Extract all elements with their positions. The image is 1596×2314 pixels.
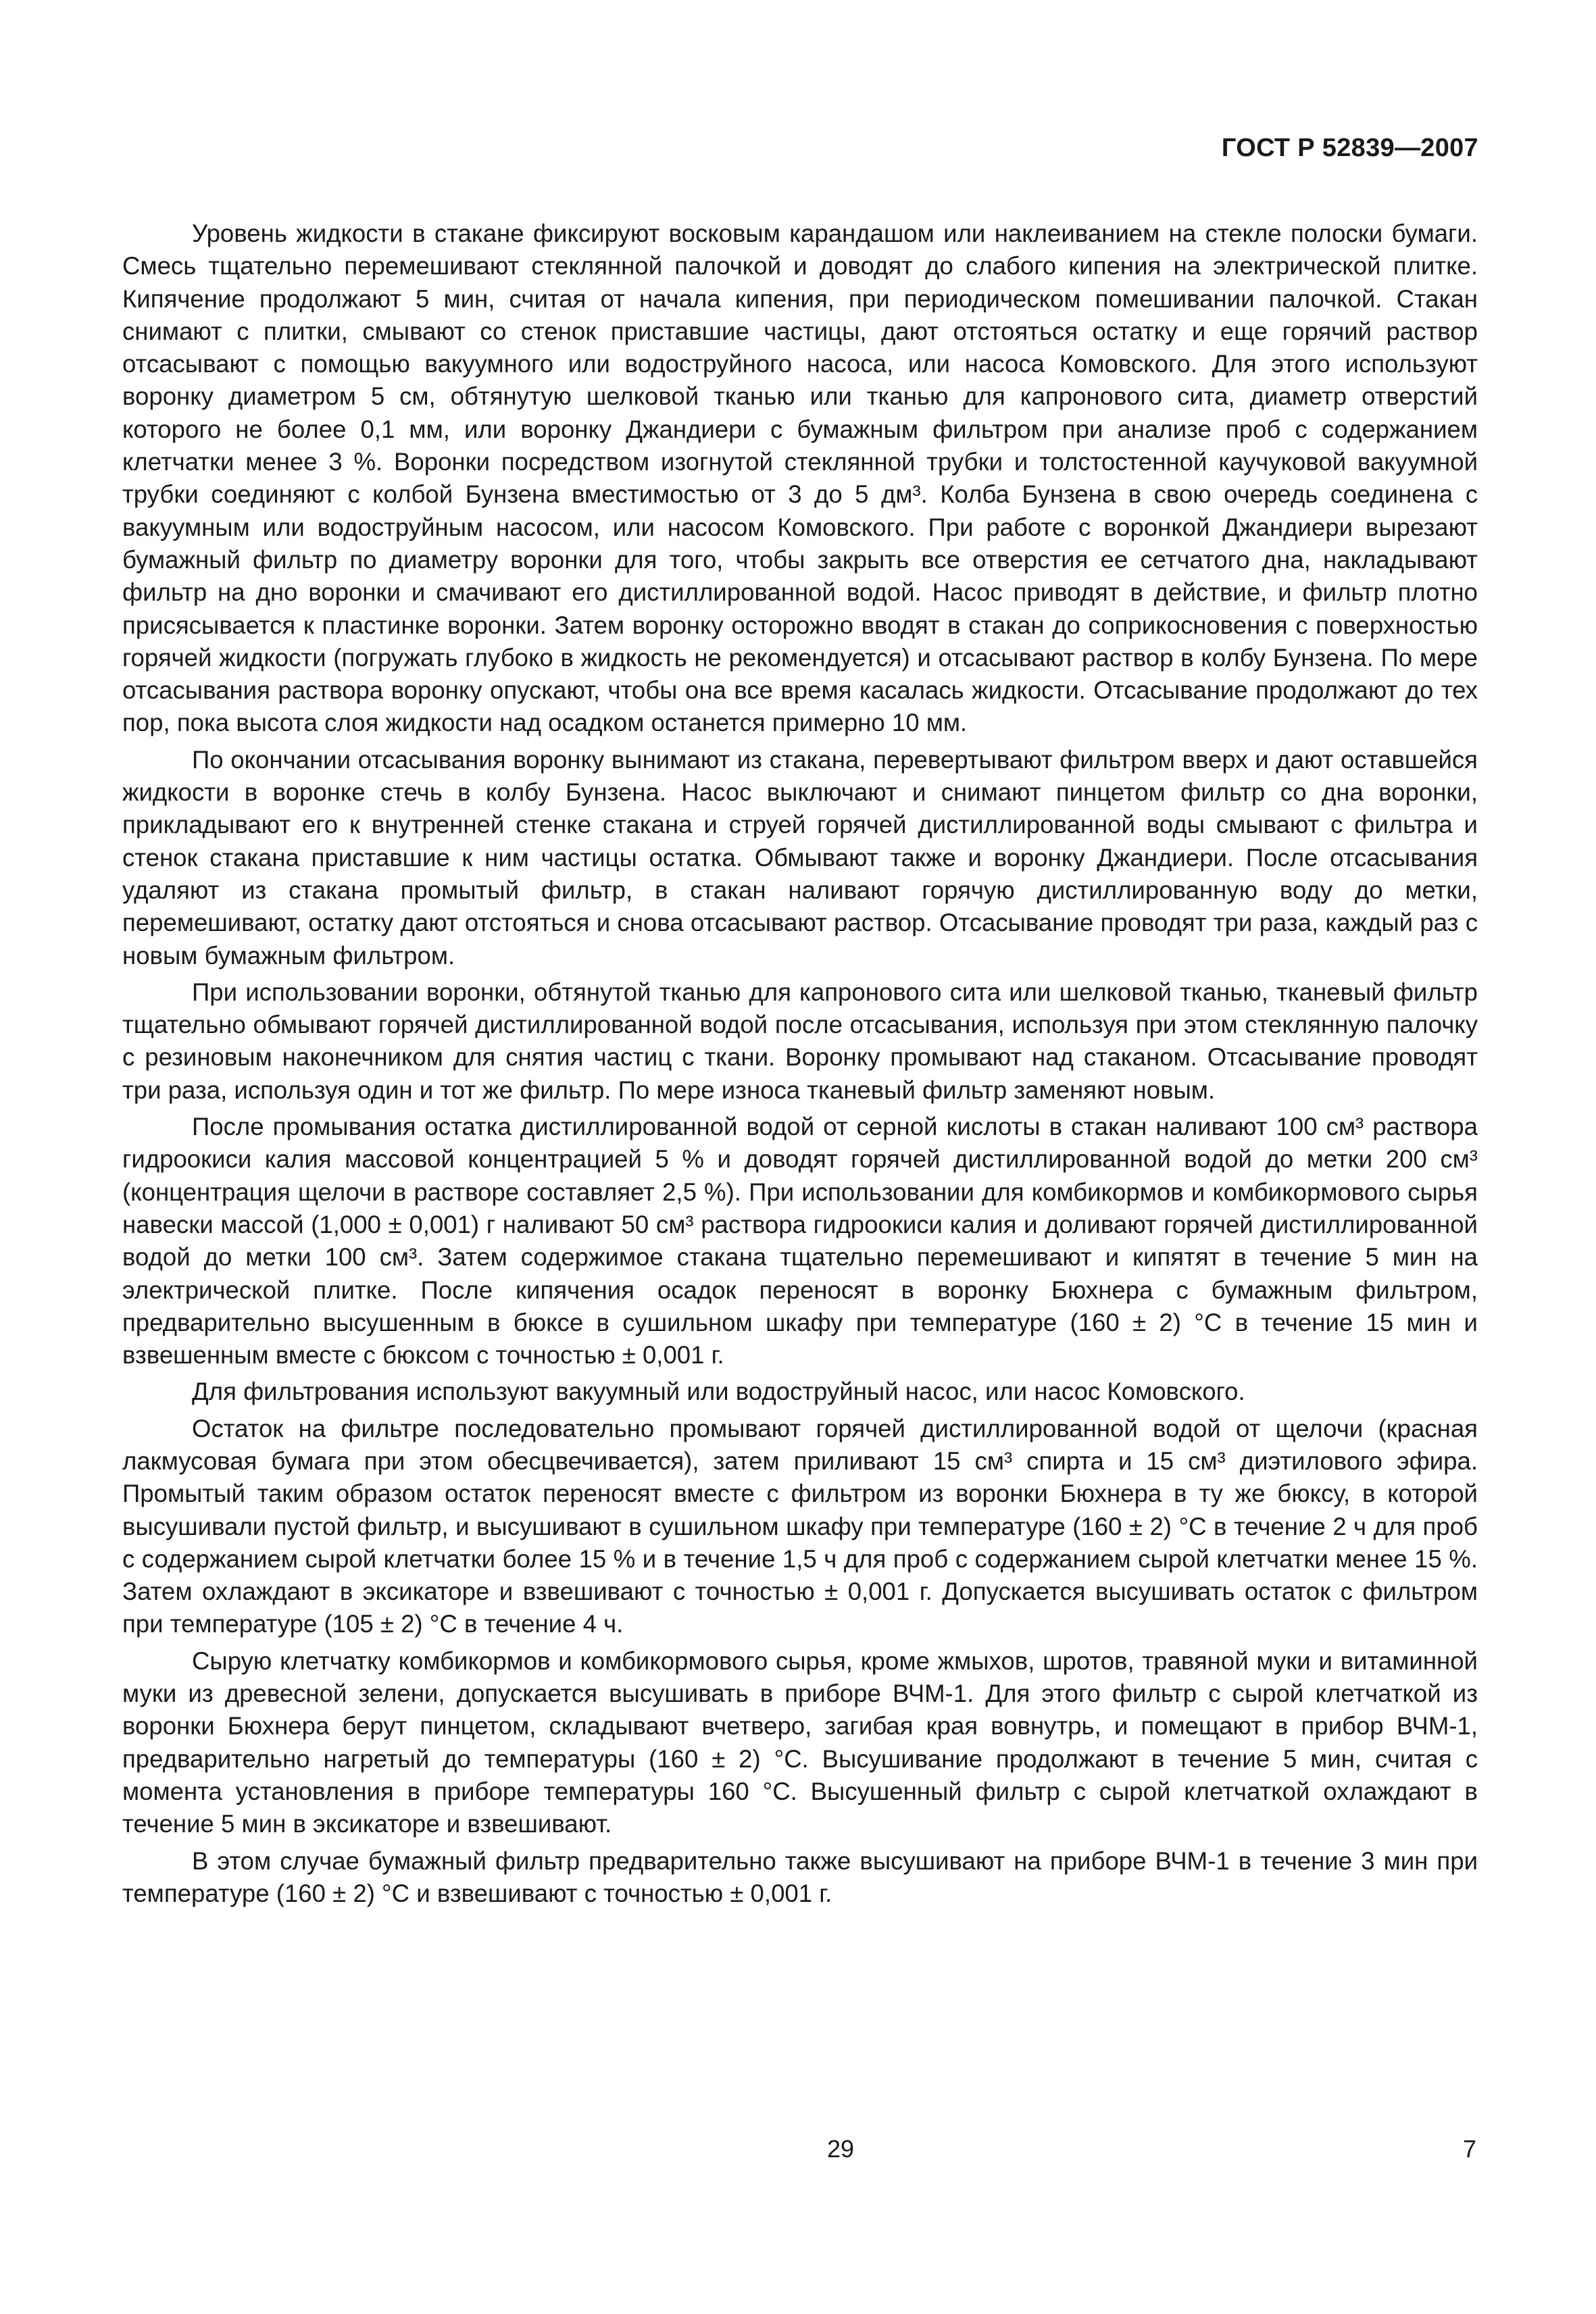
paragraph-1: Уровень жидкости в стакане фиксируют восковым карандашом или наклеиванием на стекле полоски бумаги. Смесь тщательно перемешивают стеклянной палочкой и доводят до слабого кипения на электрической плитке. Кипячение продолжают 5 мин, считая от начала кипения, при периодическом помешивании палочкой. Стакан снимают с плитки, смывают со стенок приставшие частицы, дают отстояться остатку и еще горячий раствор отсасывают с помощью вакуумного или водоструйного насоса, или насоса Комовского. Для этого используют воронку диаметром 5 см, обтянутую шелковой тканью или тканью для капронового сита, диаметр отверстий которого не более 0,1 мм, или воронку Джандиери с бумажным фильтром при анализе проб с содержанием клетчатки менее 3 %. Воронки посредством изогнутой стеклянной трубки и толстостенной каучуковой вакуумной трубки соединяют с колбой Бунзена вместимостью от 3 до 5 дм³. Колба Бунзена в свою очередь соединена с вакуумным или водоструйным насосом, или насосом Комовского. При работе с воронкой Джандиери вырезают бумажный фильтр по диаметру воронки для того, чтобы закрыть все отверстия ее сетчатого дна, накладывают фильтр на дно воронки и смачивают его дистиллированной водой. Насос приводят в действие, и фильтр плотно присясывается к пластинке воронки. Затем воронку осторожно вводят в стакан до соприкосновения с поверхностью горячей жидкости (погружать глубоко в жидкость не рекомендуется) и отсасывают раствор в колбу Бунзена. По мере отсасывания раствора воронку опускают, чтобы она все время касалась жидкости. Отсасывание продолжают до тех пор, пока высота слоя жидкости над осадком останется примерно 10 мм. [122,220,1478,737]
paragraph-6: Остаток на фильтре последовательно промывают горячей дистиллированной водой от щелочи (красная лакмусовая бумага при этом обесцвечивается), затем приливают 15 см³ спирта и 15 см³ диэтилового эфира. Промытый таким образом остаток переносят вместе с фильтром из воронки Бюхнера в ту же бюксу, в которой высушивали пустой фильтр, и высушивают в сушильном шкафу при температуре (160 ± 2) °С в течение 2 ч для проб с содержанием сырой клетчатки более 15 % и в течение 1,5 ч для проб с содержанием сырой клетчатки менее 15 %. Затем охлаждают в эксикаторе и взвешивают с точностью ± 0,001 г. Допускается высушивать остаток с фильтром при температуре (105 ± 2) °С в течение 4 ч. [122,1414,1478,1638]
paragraph-2: По окончании отсасывания воронку вынимают из стакана, перевертывают фильтром вверх и дают оставшейся жидкости в воронке стечь в колбу Бунзена. Насос выключают и снимают пинцетом фильтр со дна воронки, прикладывают его к внутренней стенке стакана и струей горячей дистиллированной воды смывают с фильтра и стенок стакана приставшие к ним частицы остатка. Обмывают также и воронку Джандиери. После отсасывания удаляют из стакана промытый фильтр, в стакан наливают горячую дистиллированную воду до метки, перемешивают, остатку дают отстояться и снова отсасывают раствор. Отсасывание проводят три раза, каждый раз с новым бумажным фильтром. [122,745,1478,970]
document-body [122,218,1478,1914]
document-code-header: ГОСТ Р 52839—2007 [1221,134,1478,162]
paragraph-4: После промывания остатка дистиллированной водой от серной кислоты в стакан наливают 100 см³ раствора гидроокиси калия массовой концентрацией 5 % и доводят горячей дистиллированной водой до метки 200 см³ (концентрация щелочи в растворе составляет 2,5 %). При использовании для комбикормов и комбикормового сырья навески массой (1,000 ± 0,001) г наливают 50 см³ раствора гидроокиси калия и доливают горячей дистиллированной водой до метки 100 см³. Затем содержимое стакана тщательно перемешивают и кипятят в течение 5 мин на электрической плитке. После кипячения осадок переносят в воронку Бюхнера с бумажным фильтром, предварительно высушенным в бюксе в сушильном шкафу при температуре (160 ± 2) °С в течение 15 мин и взвешенным вместе с бюксом с точностью ± 0,001 г. [122,1113,1478,1369]
paragraph-8: В этом случае бумажный фильтр предварительно также высушивают на приборе ВЧМ-1 в течение 3 мин при температуре (160 ± 2) °С и взвешивают с точностью ± 0,001 г. [122,1846,1478,1907]
paragraph-7: Сырую клетчатку комбикормов и комбикормового сырья, кроме жмыхов, шротов, травяной муки и витаминной муки из древесной зелени, допускается высушивать в приборе ВЧМ-1. Для этого фильтр с сырой клетчаткой из воронки Бюхнера берут пинцетом, складывают вчетверо, загибая края вовнутрь, и помещают в прибор ВЧМ-1, предварительно нагретый до температуры (160 ± 2) °С. Высушивание продолжают в течение 5 мин, считая с момента установления в приборе температуры 160 °С. Высушенный фильтр с сырой клетчаткой охлаждают в течение 5 мин в эксикаторе и взвешивают. [122,1646,1478,1838]
page-number-center: 29 [827,2135,855,2163]
paragraph-5: Для фильтрования используют вакуумный или водоструйный насос, или насос Комовского. [192,1378,1245,1406]
paragraph-3: При использовании воронки, обтянутой тканью для капронового сита или шелковой тканью, тканевый фильтр тщательно обмывают горячей дистиллированной водой после отсасывания, используя при этом стеклянную палочку с резиновым наконечником для снятия частиц с ткани. Воронку промывают над стаканом. Отсасывание проводят три раза, используя один и тот же фильтр. По мере износа тканевый фильтр заменяют новым. [122,978,1478,1104]
page-number-right: 7 [1462,2135,1476,2163]
